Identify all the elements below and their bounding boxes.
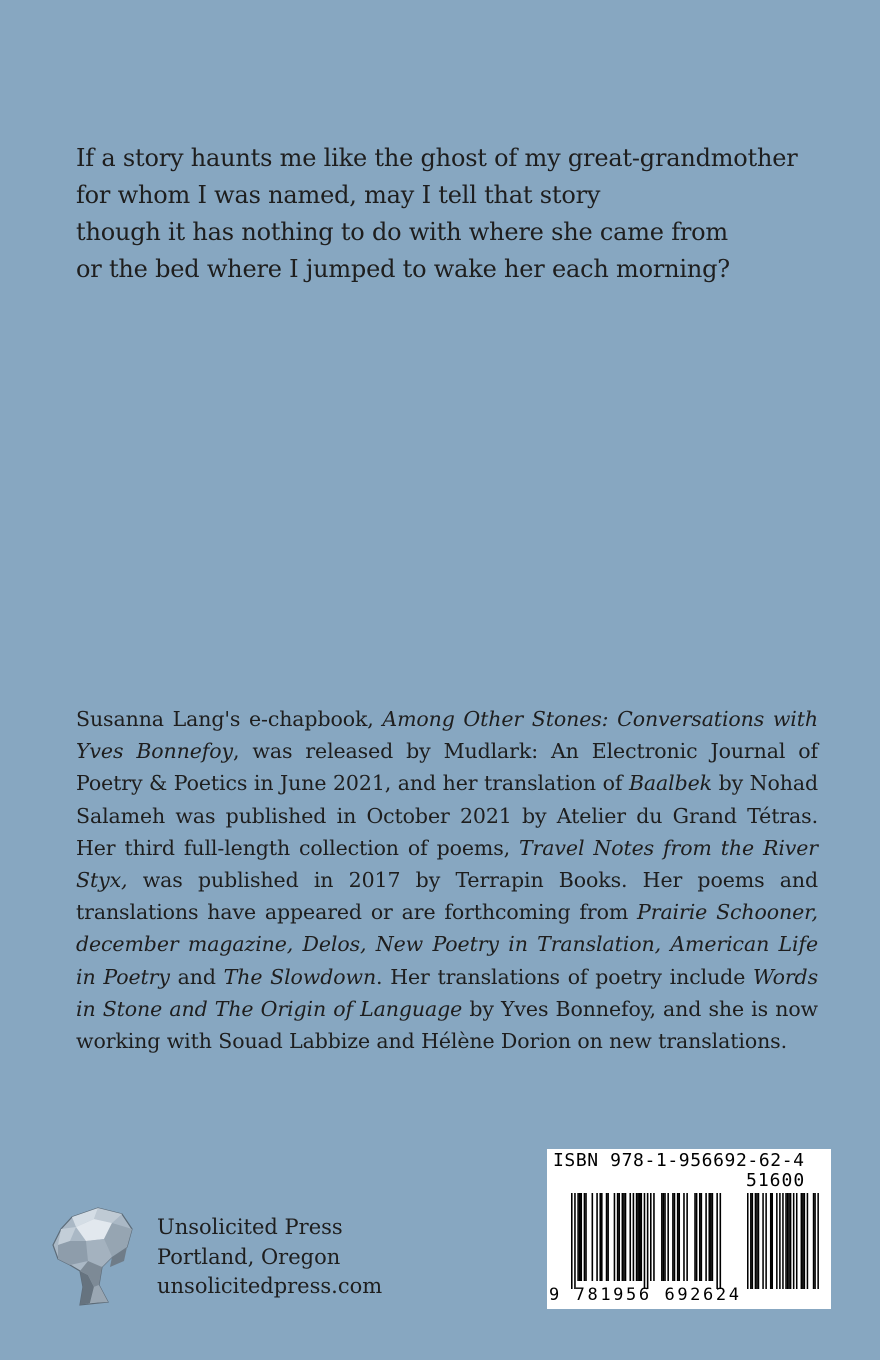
addon-bar	[796, 1193, 798, 1289]
barcode-bar	[678, 1193, 680, 1281]
barcode-bar	[636, 1193, 638, 1281]
addon-bar	[762, 1193, 764, 1289]
bio-text: and	[169, 964, 224, 989]
barcode-bar	[641, 1193, 643, 1281]
barcode-bar	[686, 1193, 688, 1281]
author-bio	[76, 703, 818, 1057]
barcode-bar	[596, 1193, 598, 1281]
ean-digits: 9 781956 692624	[549, 1285, 742, 1305]
barcode-bar	[577, 1193, 579, 1281]
addon-bar	[801, 1193, 803, 1289]
barcode-bar	[606, 1193, 608, 1281]
addon-bar	[771, 1193, 773, 1289]
barcode-bar	[708, 1193, 710, 1281]
barcode-bar	[629, 1193, 631, 1281]
addon-bar	[814, 1193, 816, 1289]
bio-title: The Slowdown	[223, 964, 377, 989]
isbn-barcode	[547, 1149, 831, 1309]
barcode-bar	[667, 1193, 669, 1281]
addon-bar	[793, 1193, 795, 1289]
barcode-bar	[701, 1193, 703, 1281]
barcode-bar	[637, 1193, 639, 1281]
bio-title: Words in Stone and The Origin of Language	[76, 964, 818, 1021]
addon-bar	[750, 1193, 752, 1289]
addon-bar	[790, 1193, 792, 1289]
addon-bar	[807, 1193, 809, 1289]
barcode-bar	[694, 1193, 696, 1281]
barcode-bar	[705, 1193, 707, 1281]
addon-bar	[804, 1193, 806, 1289]
barcode-bar	[601, 1193, 603, 1281]
addon-bar	[776, 1193, 778, 1289]
addon-bar	[785, 1193, 787, 1289]
addon-bar	[756, 1193, 758, 1289]
bio-text: , was released by Mudlark: An Electronic Journal of Poetry & Poetics in June 2021, and her translation of	[76, 739, 818, 796]
addon-bar	[788, 1193, 790, 1289]
bio-text: by Yves Bonnefoy, and she is now working with Souad Labbize and Hélène Dorion on new translations.	[76, 996, 819, 1054]
bio-title: Baalbek	[628, 771, 712, 796]
barcode-bar	[584, 1193, 586, 1281]
barcode-bar	[625, 1193, 627, 1281]
barcode-bar	[579, 1193, 581, 1281]
bio-text: by Nohad Salameh was published in October 2021 by Atelier du Grand Tétras. Her third full-length collection of poems,	[76, 771, 818, 860]
addon-bar	[752, 1193, 754, 1289]
barcode-bar	[663, 1193, 665, 1281]
barcode-bar	[647, 1193, 649, 1289]
addon-bar	[817, 1193, 819, 1289]
barcode-bar	[580, 1193, 582, 1281]
addon-bar	[787, 1193, 789, 1289]
barcode-bar	[696, 1193, 698, 1281]
publisher-website[interactable]: unsolicitedpress.com	[157, 1274, 383, 1298]
stone-tree-icon	[50, 1205, 134, 1309]
addon-bar	[765, 1193, 767, 1289]
barcode-bar	[661, 1193, 663, 1281]
barcode-bar	[650, 1193, 652, 1281]
addon-bar	[779, 1193, 781, 1289]
poem-line: If a story haunts me like the ghost of my great-grandmother	[76, 144, 798, 172]
poem-line: for whom I was named, may I tell that story	[76, 181, 601, 209]
barcode-bar	[653, 1193, 655, 1281]
barcode-bar	[614, 1193, 616, 1281]
barcode-bar	[664, 1193, 666, 1281]
poem-excerpt	[76, 140, 836, 288]
barcode-bar	[585, 1193, 587, 1281]
addon-bar	[813, 1193, 815, 1289]
barcode-bar	[617, 1193, 619, 1281]
addon-bar	[758, 1193, 760, 1289]
publisher-location: Portland, Oregon	[157, 1244, 341, 1269]
barcode-bar	[599, 1193, 601, 1281]
barcode-bar	[699, 1193, 701, 1281]
price-code: 51600	[746, 1170, 806, 1191]
barcode-bar	[592, 1193, 594, 1281]
barcode-bar	[618, 1193, 620, 1281]
addon-bar	[755, 1193, 757, 1289]
bio-title: Among Other Stones: Conversations with Yves Bonnefoy	[76, 707, 818, 764]
publisher-info	[157, 1213, 382, 1302]
bio-text: was published in 2017 by Terrapin Books. Her poems and translations have appeared or are forthcoming from	[76, 868, 818, 925]
barcode-bar	[710, 1193, 712, 1281]
addon-bar	[770, 1193, 772, 1289]
barcode-bar	[716, 1193, 718, 1289]
barcode-bar	[571, 1193, 573, 1289]
bio-text: Susanna Lang's e-chapbook,	[76, 707, 383, 731]
publisher-block	[50, 1205, 390, 1315]
barcode-bar	[677, 1193, 679, 1281]
bio-title: Travel Notes from the River Styx,	[76, 835, 818, 893]
barcode-bar	[623, 1193, 625, 1281]
publisher-name: Unsolicited Press	[157, 1215, 343, 1239]
barcode-bar	[674, 1193, 676, 1281]
poem-line: or the bed where I jumped to wake her each morning?	[76, 255, 730, 283]
barcode-bar	[672, 1193, 674, 1281]
barcode-bar	[644, 1193, 646, 1289]
barcode-bar	[712, 1193, 714, 1281]
barcode-bar	[720, 1193, 722, 1289]
barcode-bar	[633, 1193, 635, 1281]
barcode-bar	[607, 1193, 609, 1281]
poem-line: though it has nothing to do with where she came from	[76, 218, 728, 246]
bio-text: . Her translations of poetry include	[376, 964, 754, 989]
barcode-bar	[574, 1193, 576, 1289]
isbn-label: ISBN 978-1-956692-62-4	[553, 1150, 805, 1171]
barcode-bar	[683, 1193, 685, 1281]
addon-bar	[747, 1193, 749, 1289]
barcode-bar	[639, 1193, 641, 1281]
bio-title: Prairie Schooner, december magazine, Delos, New Poetry in Translation, American Life in Poetry	[76, 900, 818, 989]
barcode-bar	[622, 1193, 624, 1281]
addon-bar	[782, 1193, 784, 1289]
addon-bar	[802, 1193, 804, 1289]
